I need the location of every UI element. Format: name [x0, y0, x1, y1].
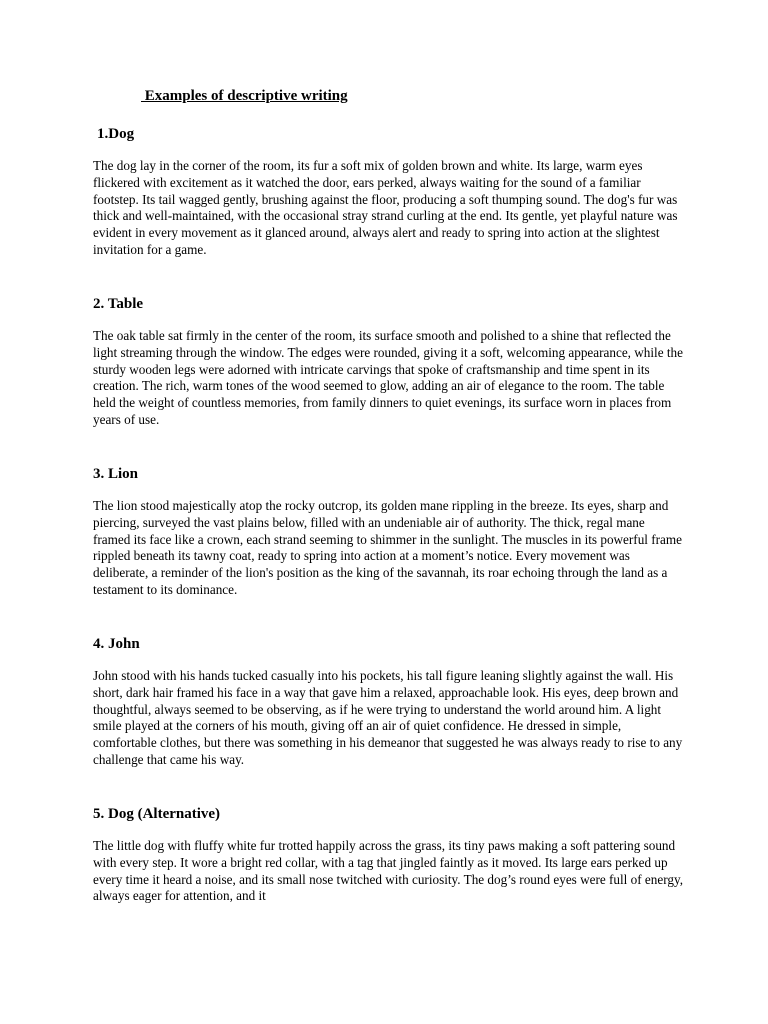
section-john: [93, 634, 683, 769]
section-paragraph: John stood with his hands tucked casually into his pockets, his tall figure leaning slightly against the wall. His short, dark hair framed his face in a way that gave him a relaxed, approachable look. His eyes, deep brown and thoughtful, always seemed to be observing, as if he were trying to understand the world around him. A light smile played at the corners of his mouth, giving off an air of quiet confidence. He dressed in simple, comfortable clothes, but there was something in his demeanor that suggested he was always ready to rise to any challenge that came his way.: [93, 668, 683, 767]
section-table: [93, 294, 683, 429]
document-title: Examples of descriptive writing: [141, 88, 348, 104]
section-heading: 1.Dog: [97, 126, 135, 142]
section-heading: 3. Lion: [93, 466, 139, 482]
section-heading: 2. Table: [93, 296, 144, 312]
section-paragraph: The lion stood majestically atop the rocky outcrop, its golden mane rippling in the breeze. Its eyes, sharp and piercing, surveyed the vast plains below, filled with an undeniable air of authority. The thick, regal mane framed its face like a crown, each strand seeming to shimmer in the sunlight. The muscles in its powerful frame rippled beneath its tawny coat, ready to spring into action at a moment’s notice. Every movement was deliberate, a reminder of the lion's position as the king of the savannah, its roar echoing through the land as a testament to its dominance.: [93, 498, 682, 597]
section-paragraph: The oak table sat firmly in the center of the room, its surface smooth and polished to a shine that reflected the light streaming through the window. The edges were rounded, giving it a soft, welcoming appearance, while the sturdy wooden legs were adorned with intricate carvings that spoke of craftsmanship and time spent in its creation. The rich, warm tones of the wood seemed to glow, adding an air of elegance to the room. The table held the weight of countless memories, from family dinners to quiet evenings, its surface worn in places from years of use.: [93, 328, 683, 427]
section-heading: 5. Dog (Alternative): [93, 806, 221, 822]
section-paragraph: The dog lay in the corner of the room, its fur a soft mix of golden brown and white. Its large, warm eyes flickered with excitement as it watched the door, ears perked, always waiting for the sound of a familiar footstep. Its tail wagged gently, brushing against the floor, producing a soft thumping sound. The dog's fur was thick and well-maintained, with the occasional stray strand curling at the end. Its gentle, yet playful nature was evident in every movement as it glanced around, always alert and ready to spring into action at the slightest invitation for a game.: [93, 158, 678, 257]
section-dog: [93, 124, 683, 259]
section-lion: [93, 464, 683, 599]
section-paragraph: The little dog with fluffy white fur trotted happily across the grass, its tiny paws making a soft pattering sound with every step. It wore a bright red collar, with a tag that jingled faintly as it moved. Its large ears perked up every time it heard a noise, and its small nose twitched with curiosity. The dog’s round eyes were full of energy, always eager for attention, and it: [93, 838, 683, 904]
section-dog-alternative: [93, 804, 683, 905]
section-heading: 4. John: [93, 636, 140, 652]
